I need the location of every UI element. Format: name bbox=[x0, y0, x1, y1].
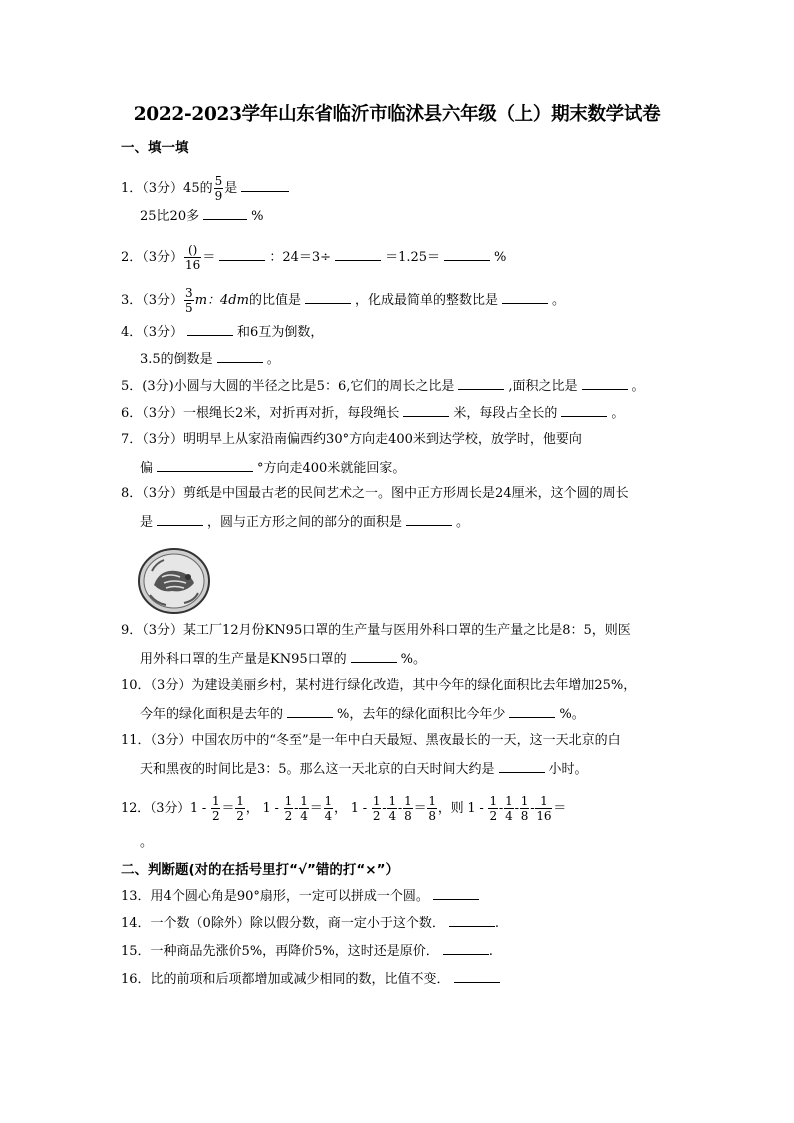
question-12: 12．（3分）1 - $\frac{1}{2}$ ＝ $\frac{1}{2}$ ， 1 - $\frac{1}{2}$ - $\frac{1}{4}$ ＝ $\frac{1}{4}$ ， 1 - $\frac{1}{2}$ - $\frac{1}{4}$ - $\frac{1}{8}$ ＝ $\frac{1}{8}$ ，则 1 - $\frac{1}{2}$ - $\frac{1}{4}$ - $\frac{1}{8}$ - $\frac{1}{16}$ ＝ bbox=[121, 794, 567, 823]
answer-blank[interactable] bbox=[217, 349, 263, 363]
question-11-part-2: 天和黑夜的时间比是3：5。那么这一天北京的白天时间大约是 小时。 bbox=[140, 759, 588, 779]
fraction: $\frac{1}{4}$ bbox=[324, 794, 332, 823]
answer-blank[interactable] bbox=[454, 969, 500, 983]
question-2: 2．（3分） $\frac{()}{16}$ ＝ ：24＝3÷ ＝1.25＝ % bbox=[121, 243, 507, 272]
question-11: 11．（3分）中国农历中的“冬至”是一年中白天最短、黑夜最长的一天，这一天北京的白 bbox=[121, 733, 621, 748]
question-7-part-2: 偏 °方向走400米就能回家。 bbox=[140, 458, 405, 478]
question-10-part-2: 今年的绿化面积是去年的 %，去年的绿化面积比今年少 %。 bbox=[140, 704, 585, 724]
answer-blank[interactable] bbox=[499, 759, 545, 773]
answer-blank[interactable] bbox=[433, 886, 479, 900]
fraction: $\frac{1}{8}$ bbox=[520, 794, 529, 823]
question-3: 3．（3分） $\frac{3}{5}$ m：4dm的比值是 ，化成最简单的整数比是 。 bbox=[121, 286, 565, 315]
answer-blank[interactable] bbox=[449, 913, 495, 927]
question-7: 7．（3分）明明早上从家沿南偏西约30°方向走400米到达学校，放学时，他要向 bbox=[121, 432, 582, 447]
answer-blank[interactable] bbox=[203, 206, 247, 220]
fraction: $\frac{1}{16}$ bbox=[536, 794, 552, 823]
paper-cut-circle-image bbox=[136, 547, 212, 615]
answer-blank[interactable] bbox=[187, 322, 233, 336]
answer-blank[interactable] bbox=[444, 247, 490, 261]
question-9-part-2: 用外科口罩的生产量是KN95口罩的 %。 bbox=[140, 649, 426, 669]
section-heading-fill: 一、填一填 bbox=[121, 140, 189, 156]
answer-blank[interactable] bbox=[287, 704, 333, 718]
answer-blank[interactable] bbox=[582, 376, 628, 390]
answer-blank[interactable] bbox=[241, 178, 289, 192]
question-1: 1．（3分）45的 $\frac{5}{9}$ 是 bbox=[121, 174, 293, 203]
answer-blank[interactable] bbox=[458, 376, 504, 390]
question-9: 9．（3分）某工厂12月份KN95口罩的生产量与医用外科口罩的生产量之比是8：5，则医 bbox=[121, 623, 631, 638]
answer-blank[interactable] bbox=[219, 247, 265, 261]
answer-blank[interactable] bbox=[406, 512, 452, 526]
answer-blank[interactable] bbox=[509, 704, 555, 718]
fraction: $\frac{1}{2}$ bbox=[212, 794, 220, 823]
fraction: $\frac{3}{5}$ bbox=[185, 286, 193, 315]
fraction: $\frac{1}{4}$ bbox=[505, 794, 513, 823]
page-title: 2022-2023学年山东省临沂市临沭县六年级（上）期末数学试卷 bbox=[133, 104, 661, 125]
answer-blank[interactable] bbox=[502, 290, 548, 304]
question-5: 5．(3分)小圆与大圆的半径之比是5：6,它们的周长之比是 ,面积之比是 。 bbox=[121, 376, 645, 396]
question-13: 13．用4个圆心角是90°扇形，一定可以拼成一个圆。 bbox=[121, 886, 483, 906]
answer-blank[interactable] bbox=[157, 458, 253, 472]
fraction: $\frac{1}{2}$ bbox=[372, 794, 381, 823]
question-8: 8．（3分）剪纸是中国最古老的民间艺术之一。图中正方形周长是24厘米，这个圆的周长 bbox=[121, 486, 629, 501]
fraction: $\frac{5}{9}$ bbox=[214, 174, 223, 203]
question-1-part-2: 25比20多 % bbox=[140, 206, 263, 226]
answer-blank[interactable] bbox=[335, 247, 381, 261]
fraction: $\frac{1}{2}$ bbox=[284, 794, 293, 823]
section-heading-judge: 二、判断题(对的在括号里打“√”错的打“×”） bbox=[121, 862, 399, 878]
question-14: 14．一个数（0除外）除以假分数，商一定小于这个数． . bbox=[121, 913, 499, 933]
fraction: $\frac{1}{2}$ bbox=[236, 794, 244, 823]
question-16: 16．比的前项和后项都增加或减少相同的数，比值不变． bbox=[121, 969, 504, 989]
question-6: 6．（3分）一根绳长2米，对折再对折，每段绳长 米，每段占全长的 。 bbox=[121, 403, 624, 423]
fraction: $\frac{1}{8}$ bbox=[428, 794, 436, 823]
question-10: 10．（3分）为建设美丽乡村，某村进行绿化改造，其中今年的绿化面积比去年增加25%， bbox=[121, 678, 637, 693]
fraction: $\frac{1}{4}$ bbox=[388, 794, 396, 823]
question-4-part-2: 3.5的倒数是 。 bbox=[140, 349, 280, 369]
question-8-part-2: 是 ，圆与正方形之间的部分的面积是 。 bbox=[140, 512, 469, 532]
question-15: 15．一种商品先涨价5%，再降价5%，这时还是原价． . bbox=[121, 941, 493, 961]
answer-blank[interactable] bbox=[561, 403, 607, 417]
answer-blank[interactable] bbox=[351, 649, 397, 663]
question-4: 4．（3分） 和6互为倒数， bbox=[121, 322, 323, 342]
question-12-part-2: 。 bbox=[140, 835, 154, 850]
fraction: $\frac{1}{2}$ bbox=[489, 794, 497, 823]
fraction: $\frac{()}{16}$ bbox=[185, 243, 201, 272]
answer-blank[interactable] bbox=[443, 941, 489, 955]
answer-blank[interactable] bbox=[305, 290, 351, 304]
fraction: $\frac{1}{4}$ bbox=[300, 794, 308, 823]
fraction: $\frac{1}{8}$ bbox=[404, 794, 412, 823]
answer-blank[interactable] bbox=[157, 512, 203, 526]
answer-blank[interactable] bbox=[403, 403, 449, 417]
